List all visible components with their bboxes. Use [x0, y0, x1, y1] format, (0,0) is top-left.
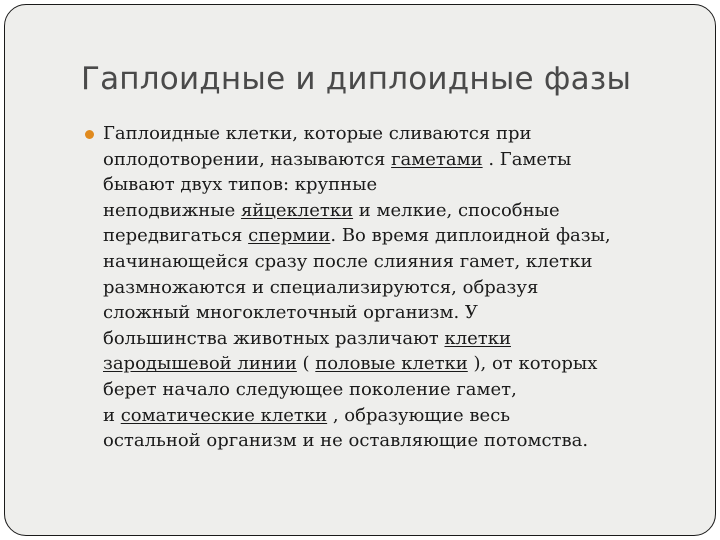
- bullet-icon: [85, 130, 94, 139]
- text-run: размножаются и специализируются, образуя: [103, 276, 539, 298]
- bullet-paragraph: [103, 121, 693, 454]
- term-egg-cells-link[interactable]: яйцеклетки: [240, 199, 354, 221]
- text-run: ), от которых: [467, 353, 598, 375]
- paragraph-line: [103, 377, 693, 403]
- paragraph-line: [103, 172, 693, 198]
- text-run: оплодотворении, называются: [103, 148, 392, 170]
- text-run: . Во время диплоидной фазы,: [330, 225, 611, 247]
- paragraph-line: [103, 223, 693, 249]
- term-sperm-link[interactable]: спермии: [248, 225, 331, 247]
- term-germline-link[interactable]: зародышевой линии: [103, 353, 297, 375]
- paragraph-line: [103, 428, 693, 454]
- paragraph-line: [103, 121, 693, 147]
- slide: [4, 4, 716, 536]
- paragraph-line: [103, 249, 693, 275]
- text-run: большинства животных различают: [103, 327, 445, 349]
- text-run: . Гаметы: [482, 148, 572, 170]
- text-run: и: [103, 404, 121, 426]
- paragraph-line: [103, 147, 693, 173]
- text-run: начинающейся сразу после слияния гамет, клетки: [103, 250, 593, 272]
- slide-title: Гаплоидные и диплоидные фазы: [81, 61, 632, 97]
- text-run: Гаплоидные клетки, которые сливаются при: [103, 123, 532, 144]
- text-run: остальной организм и не оставляющие потомства.: [103, 430, 589, 452]
- paragraph-line: [103, 403, 693, 429]
- text-run: (: [296, 353, 316, 375]
- text-run: неподвижные: [103, 199, 241, 221]
- text-run: и мелкие, способные: [353, 199, 560, 221]
- text-run: сложный многоклеточный организм. У: [103, 302, 478, 324]
- text-run: , образующие весь: [327, 404, 511, 426]
- term-somatic-cells-link[interactable]: соматические клетки: [120, 404, 328, 426]
- term-gametes-link[interactable]: гаметами: [391, 148, 483, 170]
- paragraph-line: [103, 351, 693, 377]
- term-germline-cells-link[interactable]: клетки: [444, 327, 511, 349]
- text-run: бывают двух типов: крупные: [103, 174, 378, 196]
- paragraph-line: [103, 326, 693, 352]
- term-sex-cells-link[interactable]: половые клетки: [315, 353, 468, 375]
- text-run: передвигаться: [103, 225, 249, 247]
- paragraph-line: [103, 275, 693, 301]
- paragraph-line: [103, 198, 693, 224]
- text-run: берет начало следующее поколение гамет,: [103, 378, 517, 400]
- paragraph-line: [103, 300, 693, 326]
